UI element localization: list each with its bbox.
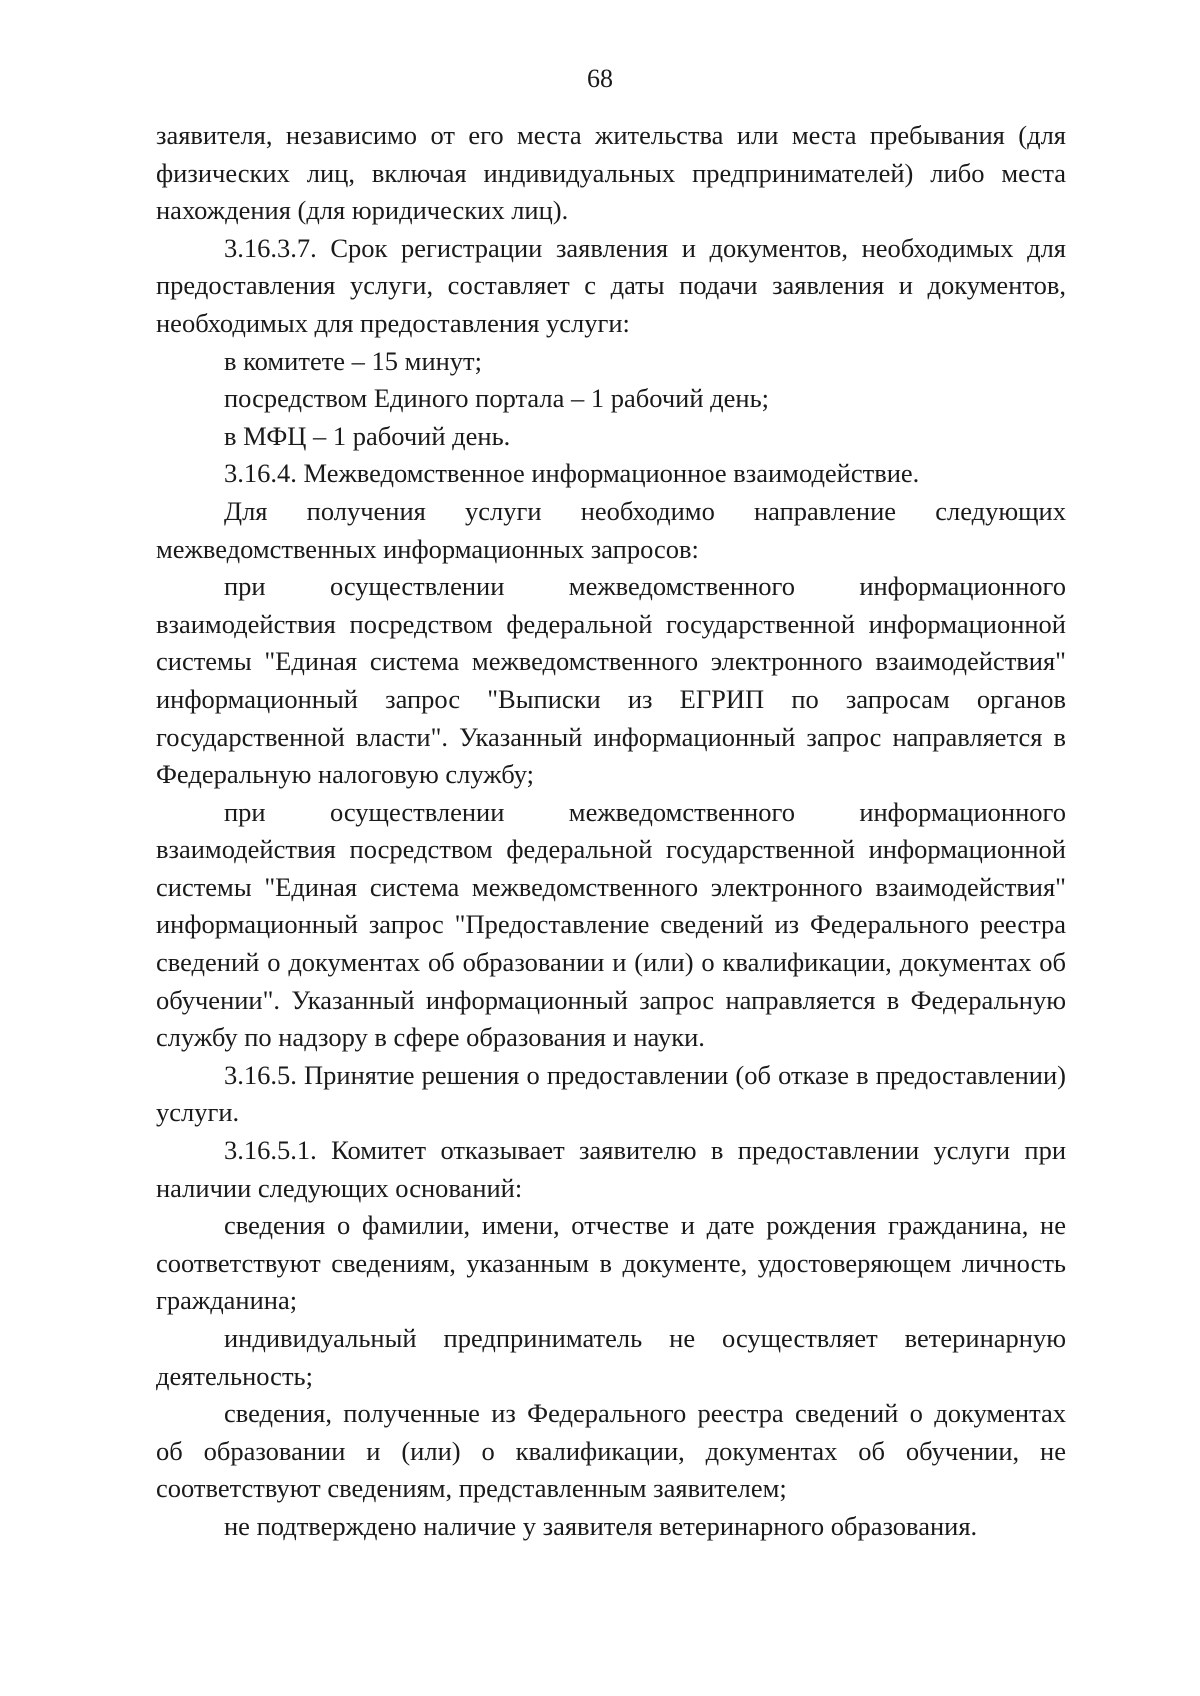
document-body xyxy=(156,117,1066,1546)
paragraph-request-education-registry: при осуществлении межведомственного информационного взаимодействия посредством федеральной государственной информационной системы "Единая система межведомственного электронного взаимодействия" информационный запрос "Предоставление сведений из Федерального реестра сведений о документах об образовании и (или) о квалификации, документах об обучении". Указанный информационный запрос направляется в Федеральную службу по надзору в сфере образования и науки. xyxy=(156,796,1066,1053)
paragraph-request-egrip: при осуществлении межведомственного информационного взаимодействия посредством федеральной государственной информационной системы "Единая система межведомственного электронного взаимодействия" информационный запрос "Выписки из ЕГРИП по запросам органов государственной власти". Указанный информационный запрос направляется в Федеральную налоговую службу; xyxy=(156,571,1066,790)
page-number: 68 xyxy=(587,64,613,93)
paragraph-refusal-identity: сведения о фамилии, имени, отчестве и дате рождения гражданина, не соответствуют сведениям, указанным в документе, удостоверяющем личность гражданина; xyxy=(156,1210,1066,1316)
paragraph-requests-intro: Для получения услуги необходимо направление следующих межведомственных информационных запросов: xyxy=(156,495,1066,564)
paragraph-registration-term: 3.16.3.7. Срок регистрации заявления и документов, необходимых для предоставления услуги, составляет с даты подачи заявления и документов, необходимых для предоставления услуги: xyxy=(156,232,1066,338)
paragraph-term-portal: посредством Единого портала – 1 рабочий день; xyxy=(224,383,770,414)
paragraph-refusal-grounds-intro: 3.16.5.1. Комитет отказывает заявителю в предоставлении услуги при наличии следующих оснований: xyxy=(156,1135,1066,1203)
paragraph-refusal-no-activity: индивидуальный предприниматель не осуществляет ветеринарную деятельность; xyxy=(156,1323,1066,1391)
section-heading-interagency: 3.16.4. Межведомственное информационное взаимодействие. xyxy=(224,458,920,489)
section-heading-decision: 3.16.5. Принятие решения о предоставлении (об отказе в предоставлении) услуги. xyxy=(156,1059,1066,1128)
paragraph-applicant-location: заявителя, независимо от его места жительства или места пребывания (для физических лиц, включая индивидуальных предпринимателей) либо места нахождения (для юридических лиц). xyxy=(156,120,1066,226)
paragraph-term-committee: в комитете – 15 минут; xyxy=(224,345,482,376)
paragraph-refusal-no-education: не подтверждено наличие у заявителя ветеринарного образования. xyxy=(224,1510,978,1541)
paragraph-refusal-registry-mismatch: сведения, полученные из Федерального реестра сведений о документах об образовании и (или) о квалификации, документах об обучении, не соответствуют сведениям, представленным заявителем; xyxy=(156,1398,1066,1504)
paragraph-term-mfc: в МФЦ – 1 рабочий день. xyxy=(224,420,511,451)
